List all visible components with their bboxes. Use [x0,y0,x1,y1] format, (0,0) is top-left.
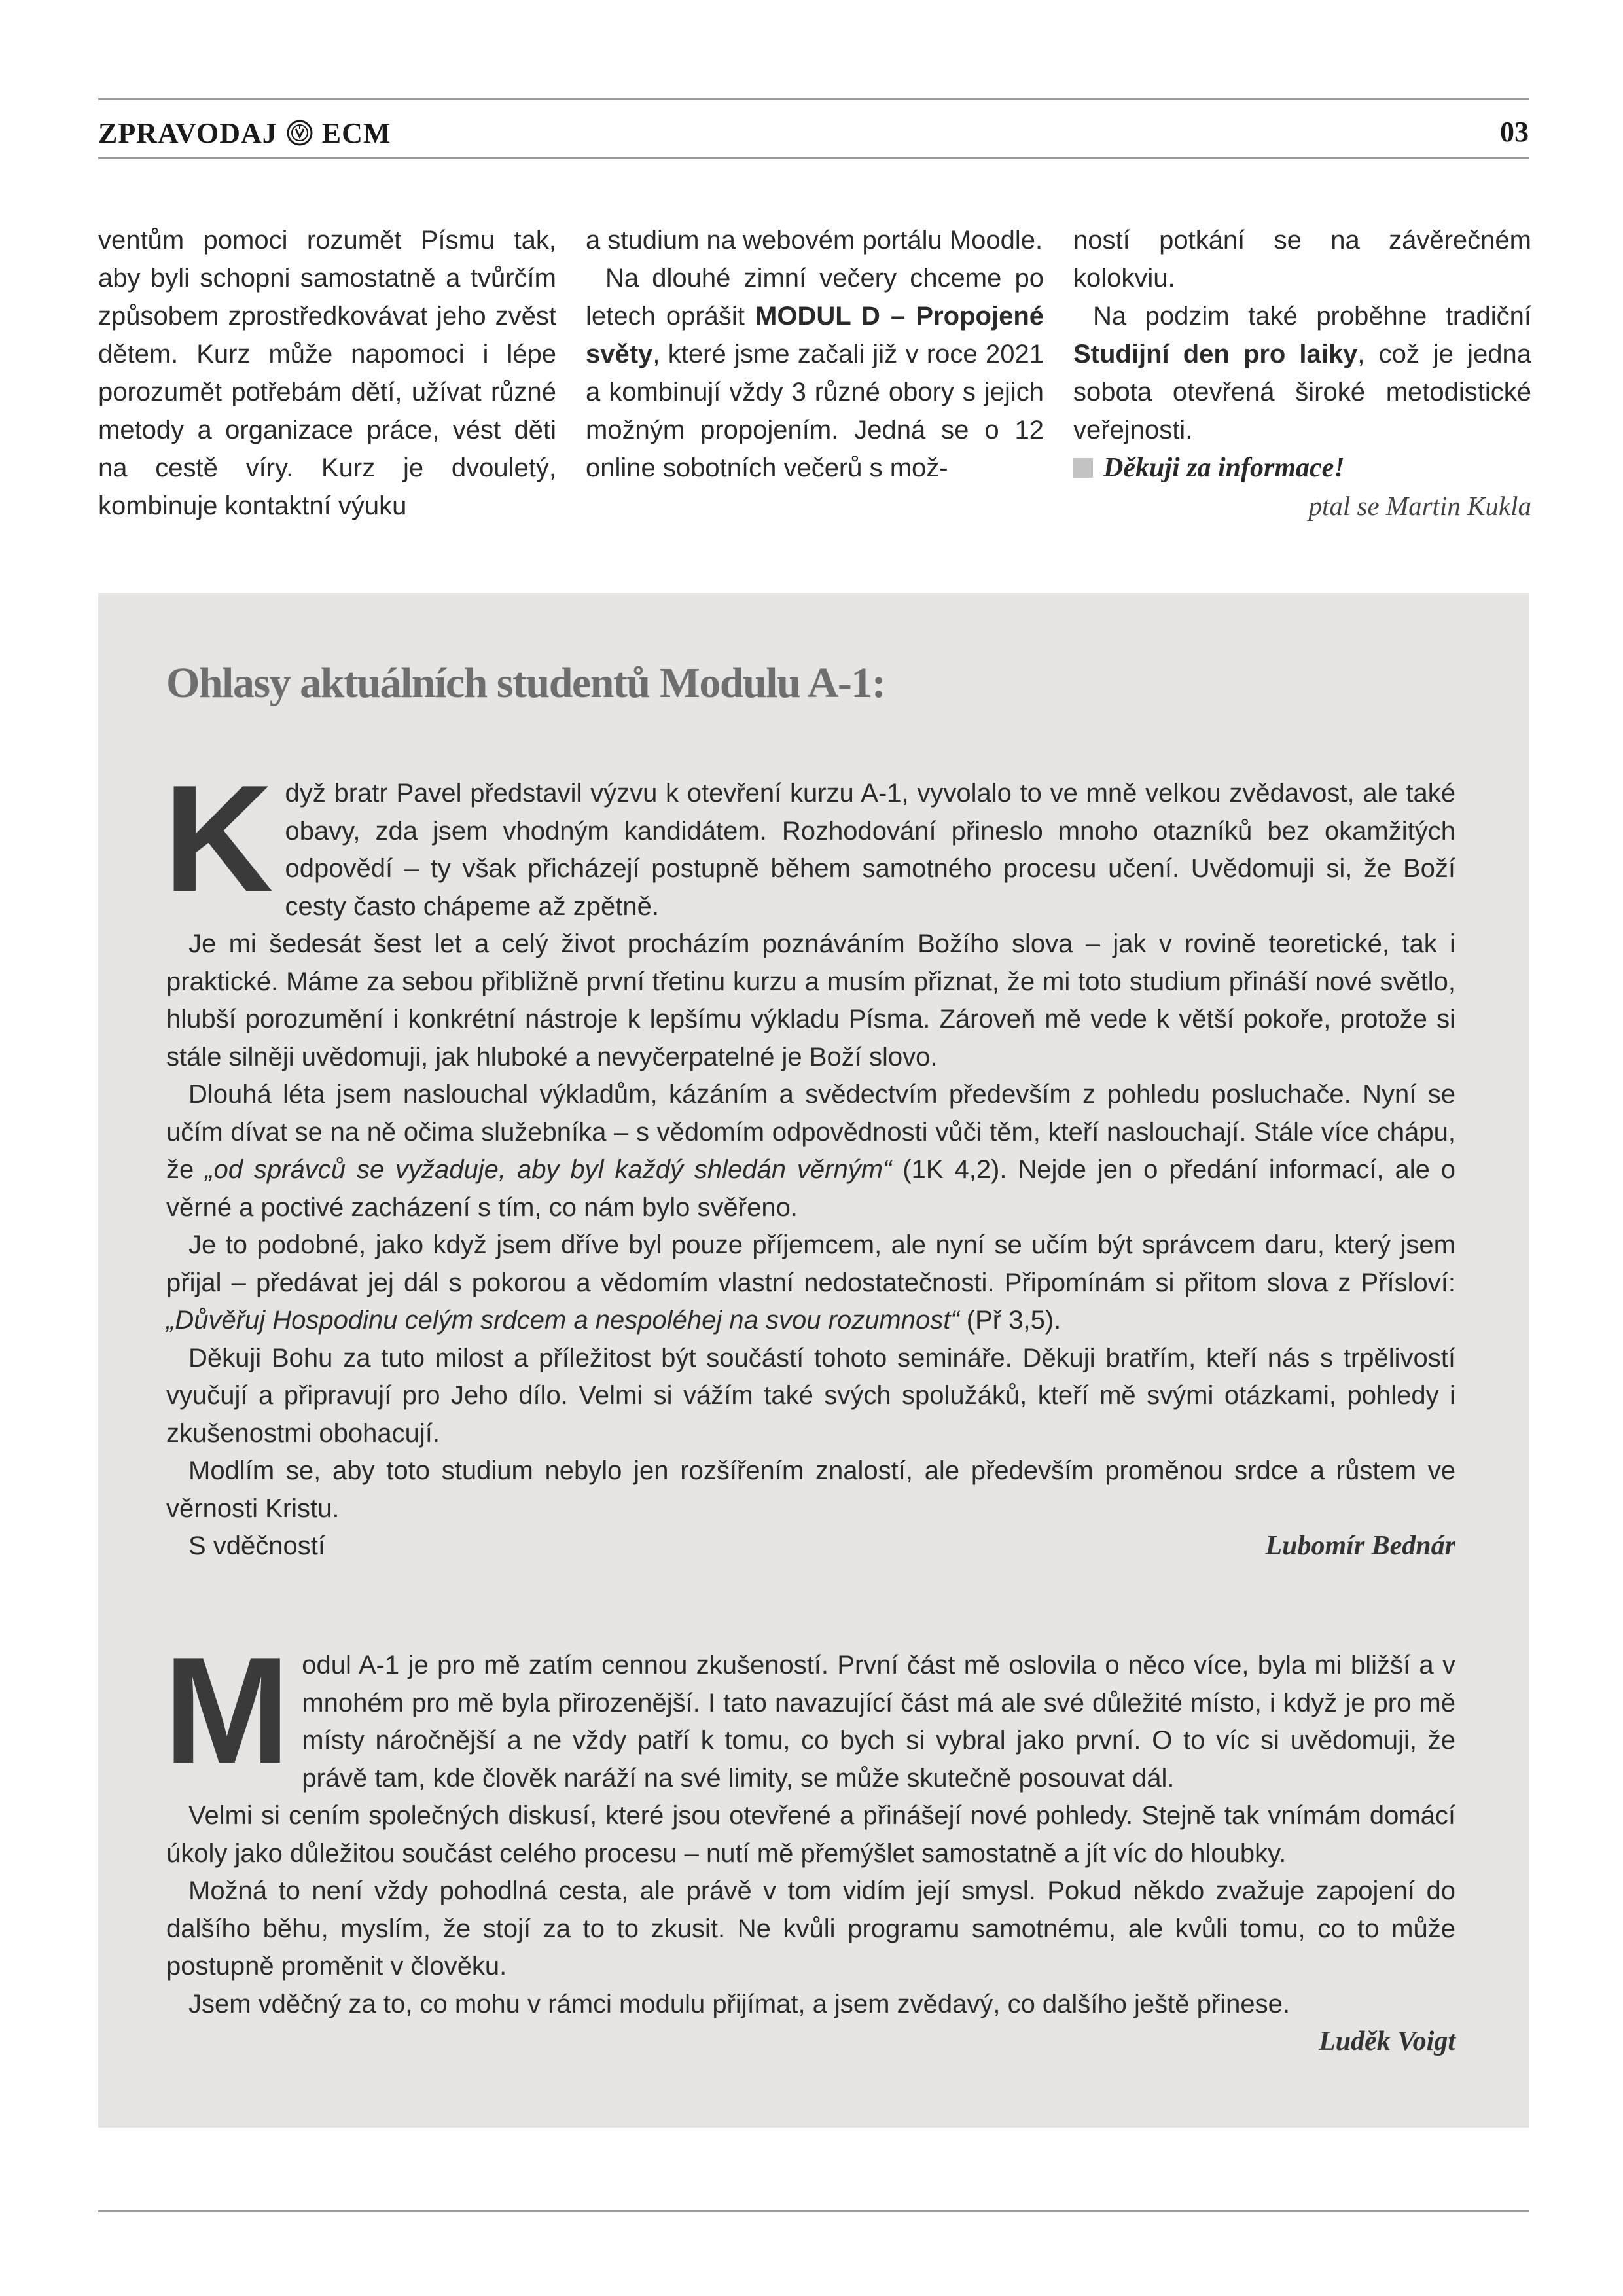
signature-voigt: Luděk Voigt [1319,2026,1455,2056]
end-square-icon [1073,458,1093,478]
header-brand [98,117,391,150]
testimonial-voigt [164,1626,1455,2061]
header-top-rule [98,98,1529,100]
signature-bednar: Lubomír Bednár [1265,1531,1455,1561]
column-3 [1073,221,1531,525]
module-d-name: MODUL D – Propojené světy [586,302,1044,368]
t1-paragraph-1 [164,754,1455,925]
column-2 [586,221,1044,487]
study-day-name: Studijní den pro laiky [1073,340,1358,368]
interview-closing [1073,449,1531,487]
t1-signoff-row [166,1528,1455,1566]
t1-paragraph-6: Modlím se, aby toto studium nebylo jen rozšířením znalostí, ale především proměnou srdce a růstem ve věrnosti Kristu. [166,1456,1455,1523]
t1-paragraph-5: Děkuji Bohu za tuto milost a příležitost být součástí tohoto semináře. Děkuji bratřím, kteří nás s trpělivostí vyučují a připravují pro Jeho dílo. Velmi si vážím také svých spolužáků, kteří mě svými otázkami, pohledy i zkušenostmi obohacují. [166,1343,1455,1448]
thanks-text: Děkuji za informace! [1103,453,1345,483]
t1-p1-text: dyž bratr Pavel představil výzvu k otevření kurzu A-1, vyvolalo to ve mně velkou zvědavost, ale také obavy, zda jsem vhodným kandidátem. Rozhodování přineslo mnoho otazníků bez okamžitých odpovědí – ty však přicházejí postupně během samotného procesu učení. Uvědomuji si, že Boží cesty často chápeme až zpětně. [285,779,1455,921]
t1-p4-text: Je to podobné, jako když jsem dříve byl pouze příjemcem, ale nyní se učím být správcem daru, který jsem přijal – předávat jej dál s pokorou a vědomím vlastní nedostatečnosti. Připomínám si přitom slova z Přísloví: [166,1230,1455,1297]
column-1 [98,221,556,525]
t1-paragraph-2: Je mi šedesát šest let a celý život procházím poznáváním Božího slova – jak v rovině teoretické, tak i praktické. Máme za sebou přibližně první třetinu kurzu a musím přiznat, že mi toto studium přináší nové světlo, hlubší porozumění i konkrétní nástroje k lepšímu výkladu Písma. Zároveň mě vede k větší pokoře, protože si stále silněji uvědomuji, jak hluboké a nevyčerpatelné je Boží slovo. [166,929,1455,1071]
col3-paragraph-1: ností potkání se na závěrečném kolokviu. [1073,226,1531,293]
t1-quote-1k: „od správců se vyžaduje, aby byl každý shledán věrným“ [205,1155,892,1184]
t2-paragraph-2: Velmi si cením společných diskusí, které jsou otevřené a přinášejí nové pohledy. Stejně tak vnímám domácí úkoly jako důležitou součást celého procesu – nutí mě přemýšlet samostatně a jít víc do hloubky. [166,1801,1455,1868]
brand-right-text: ECM [321,117,391,149]
col2-p2-text: Na dlouhé zimní večery chceme po letech oprášit [586,264,1044,331]
testimonials-title: Ohlasy aktuálních studentů Modulu A-1: [166,659,885,707]
col3-p2-text-after: , což je jedna sobota otevřená široké metodistické veřejnosti. [1073,340,1531,444]
col2-paragraph-2 [586,259,1044,487]
dropcap-k: K [164,754,274,924]
seal-emblem-icon [287,120,313,146]
header-bottom-rule [98,157,1529,159]
t1-paragraph-4 [166,1227,1455,1340]
t1-quote-proverbs: „Důvěřuj Hospodinu celým srdcem a nespoléhej na svou rozumnost“ [166,1306,959,1335]
t1-p3-text-after: (1K 4,2). Nejde jen o předání informací, ale o věrné a poctivé zacházení s tím, co nám bylo svěřeno. [166,1155,1455,1222]
col2-paragraph-1: a studium na webovém portálu Moodle. [586,226,1043,255]
footer-rule [98,2210,1529,2212]
t1-p3-text: Dlouhá léta jsem naslouchal výkladům, kázáním a svědectvím především z pohledu posluchače. Nyní se učím dívat se na ně očima služebníka – s vědomím odpovědnosti vůči těm, kteří naslouchají. Stále více chápu, že [166,1080,1455,1184]
col3-p2-text: Na podzim také proběhne tradiční [1093,302,1531,331]
testimonial-bednar [164,754,1455,1566]
testimonials-box [98,593,1529,2128]
t2-paragraph-1 [164,1626,1455,1797]
page-number: 03 [1500,116,1529,148]
col3-paragraph-2 [1073,297,1531,449]
t2-paragraph-4: Jsem vděčný za to, co mohu v rámci modulu přijímat, a jsem zvědavý, co dalšího ještě přinese. [188,1989,1290,2018]
t2-p1-text: odul A-1 je pro mě zatím cennou zkušeností. První část mě oslovila o něco více, byla mi bližší a v mnohém pro mě byla přirozenější. I tato navazující část má ale své důležité místo, i když je pro mě místy náročnější a ne vždy patří k tomu, co bych si vybral jako první. O to víc si uvědomuji, že právě tam, kde člověk naráží na své limity, se může skutečně posouvat dál. [302,1651,1455,1793]
brand-left-text: ZPRAVODAJ [98,117,277,149]
col2-p2-text-after: , které jsme začali již v roce 2021 a kombinují vždy 3 různé obory s jejich možným propojením. Jedná se o 12 online sobotních večerů s mož- [586,340,1044,482]
interview-byline: ptal se Martin Kukla [1308,491,1531,521]
col1-paragraph: ventům pomoci rozumět Písmu tak, aby byli schopni samostatně a tvůrčím způsobem zprostředkovávat jeho zvěst dětem. Kurz může napomoci i lépe porozumět potřebám dětí, užívat různé metody a organizace práce, vést děti na cestě víry. Kurz je dvouletý, kombinuje kontaktní výuku [98,226,556,520]
t2-paragraph-3: Možná to není vždy pohodlná cesta, ale právě v tom vidím její smysl. Pokud někdo zvažuje zapojení do dalšího běhu, myslím, že stojí za to to zkusit. Ne kvůli programu samotnému, ale kvůli tomu, co to může postupně proměnit v člověku. [166,1876,1455,1981]
t1-p4-text-after: (Př 3,5). [959,1306,1061,1335]
t1-paragraph-3 [166,1076,1455,1227]
dropcap-m: M [164,1626,291,1795]
t1-closing: S vděčností [188,1532,326,1560]
